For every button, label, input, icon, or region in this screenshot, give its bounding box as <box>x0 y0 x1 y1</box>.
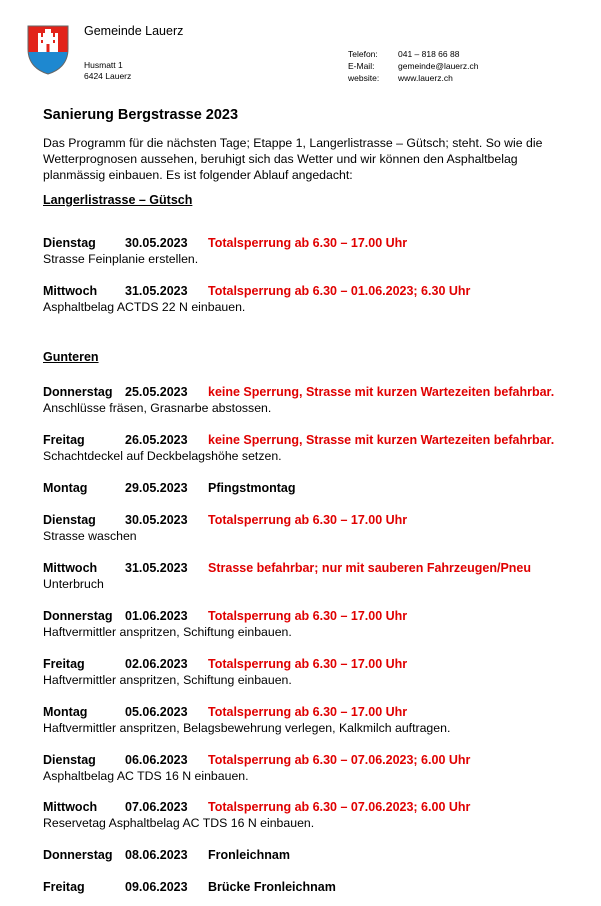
entry-date: 29.05.2023 <box>125 481 188 495</box>
entry-day: Freitag <box>43 880 85 894</box>
schedule-entry <box>43 432 588 464</box>
entry-day: Dienstag <box>43 513 96 527</box>
entry-day: Donnerstag <box>43 609 113 623</box>
entry-day: Mittwoch <box>43 284 98 298</box>
entry-description: Strasse waschen <box>43 529 137 543</box>
entry-day: Mittwoch <box>43 561 98 575</box>
contact-block <box>348 48 478 84</box>
entry-description: Asphaltbelag AC TDS 16 N einbauen. <box>43 769 249 783</box>
intro-paragraph: Das Programm für die nächsten Tage; Etappe 1, Langerlistrasse – Gütsch; steht. So wie die Wetterprognosen aussehen, beruhigt sich das Wetter und wir können den Asphaltbelag planmässig einbauen. Es ist folgender Ablauf angedacht: <box>43 136 543 182</box>
entry-status: keine Sperrung, Strasse mit kurzen Wartezeiten befahrbar. <box>208 385 555 399</box>
address-block <box>84 60 131 82</box>
schedule-entry <box>43 879 588 895</box>
contact-label: E-Mail: <box>348 61 375 71</box>
schedule-entry <box>43 656 588 688</box>
entry-day: Donnerstag <box>43 848 113 862</box>
entry-description: Schachtdeckel auf Deckbelagshöhe setzen. <box>43 449 282 463</box>
entry-description: Haftvermittler anspritzen, Schiftung einbauen. <box>43 625 292 639</box>
address-city: 6424 Lauerz <box>84 71 132 81</box>
entry-date: 05.06.2023 <box>125 705 188 719</box>
entry-day: Dienstag <box>43 236 96 250</box>
entry-day: Montag <box>43 481 88 495</box>
org-name: Gemeinde Lauerz <box>84 24 184 38</box>
contact-label: Telefon: <box>348 49 378 59</box>
contact-phone: 041 – 818 66 88 <box>398 49 460 59</box>
municipality-crest-icon <box>27 25 69 75</box>
contact-row-email <box>348 60 478 72</box>
entry-date: 30.05.2023 <box>125 236 188 250</box>
entry-status: Totalsperrung ab 6.30 – 17.00 Uhr <box>208 513 408 527</box>
contact-website-link[interactable]: www.lauerz.ch <box>398 73 453 83</box>
schedule-entry <box>43 235 588 267</box>
entry-status: Totalsperrung ab 6.30 – 07.06.2023; 6.00 Uhr <box>208 800 471 814</box>
entry-day: Dienstag <box>43 753 96 767</box>
entry-day: Montag <box>43 705 88 719</box>
entry-status: keine Sperrung, Strasse mit kurzen Wartezeiten befahrbar. <box>208 433 555 447</box>
page-title: Sanierung Bergstrasse 2023 <box>43 107 239 123</box>
schedule-entry <box>43 799 588 831</box>
schedule-entry <box>43 560 588 592</box>
address-street: Husmatt 1 <box>84 60 123 70</box>
entry-date: 02.06.2023 <box>125 657 188 671</box>
entry-day: Mittwoch <box>43 800 98 814</box>
entry-date: 01.06.2023 <box>125 609 188 623</box>
entry-date: 08.06.2023 <box>125 848 188 862</box>
entry-description: Unterbruch <box>43 577 104 591</box>
entry-description: Anschlüsse fräsen, Grasnarbe abstossen. <box>43 401 272 415</box>
entry-description: Strasse Feinplanie erstellen. <box>43 252 199 266</box>
contact-row-phone <box>348 48 478 60</box>
entry-status: Totalsperrung ab 6.30 – 01.06.2023; 6.30 Uhr <box>208 284 471 298</box>
schedule-entry <box>43 608 588 640</box>
entry-date: 06.06.2023 <box>125 753 188 767</box>
entry-status: Totalsperrung ab 6.30 – 07.06.2023; 6.00 Uhr <box>208 753 471 767</box>
contact-email-link[interactable]: gemeinde@lauerz.ch <box>398 61 479 71</box>
entry-status: Fronleichnam <box>208 848 290 862</box>
entry-date: 26.05.2023 <box>125 433 188 447</box>
entry-day: Freitag <box>43 657 85 671</box>
contact-row-website <box>348 72 478 84</box>
entry-status: Pfingstmontag <box>208 481 296 495</box>
schedule-entry <box>43 384 588 416</box>
entry-status: Totalsperrung ab 6.30 – 17.00 Uhr <box>208 705 408 719</box>
entry-date: 31.05.2023 <box>125 561 188 575</box>
schedule-entry <box>43 480 588 496</box>
schedule-entry <box>43 283 588 315</box>
schedule-entry <box>43 512 588 544</box>
entry-date: 31.05.2023 <box>125 284 188 298</box>
entry-date: 30.05.2023 <box>125 513 188 527</box>
entry-status: Brücke Fronleichnam <box>208 880 336 894</box>
entry-date: 09.06.2023 <box>125 880 188 894</box>
schedule-entry <box>43 847 588 863</box>
entry-description: Reservetag Asphaltbelag AC TDS 16 N einbauen. <box>43 816 315 830</box>
entry-status: Totalsperrung ab 6.30 – 17.00 Uhr <box>208 657 408 671</box>
entry-date: 25.05.2023 <box>125 385 188 399</box>
entry-description: Haftvermittler anspritzen, Schiftung einbauen. <box>43 673 292 687</box>
contact-label: website: <box>348 73 380 83</box>
entry-description: Haftvermittler anspritzen, Belagsbewehrung verlegen, Kalkmilch auftragen. <box>43 721 451 735</box>
entry-status: Totalsperrung ab 6.30 – 17.00 Uhr <box>208 609 408 623</box>
entry-day: Donnerstag <box>43 385 113 399</box>
section-heading: Langerlistrasse – Gütsch <box>43 193 193 207</box>
section-heading: Gunteren <box>43 350 99 364</box>
entry-status: Totalsperrung ab 6.30 – 17.00 Uhr <box>208 236 408 250</box>
entry-day: Freitag <box>43 433 85 447</box>
entry-description: Asphaltbelag ACTDS 22 N einbauen. <box>43 300 246 314</box>
schedule-entry <box>43 752 588 784</box>
schedule-entry <box>43 704 588 736</box>
entry-date: 07.06.2023 <box>125 800 188 814</box>
entry-status: Strasse befahrbar; nur mit sauberen Fahrzeugen/Pneu <box>208 561 531 575</box>
